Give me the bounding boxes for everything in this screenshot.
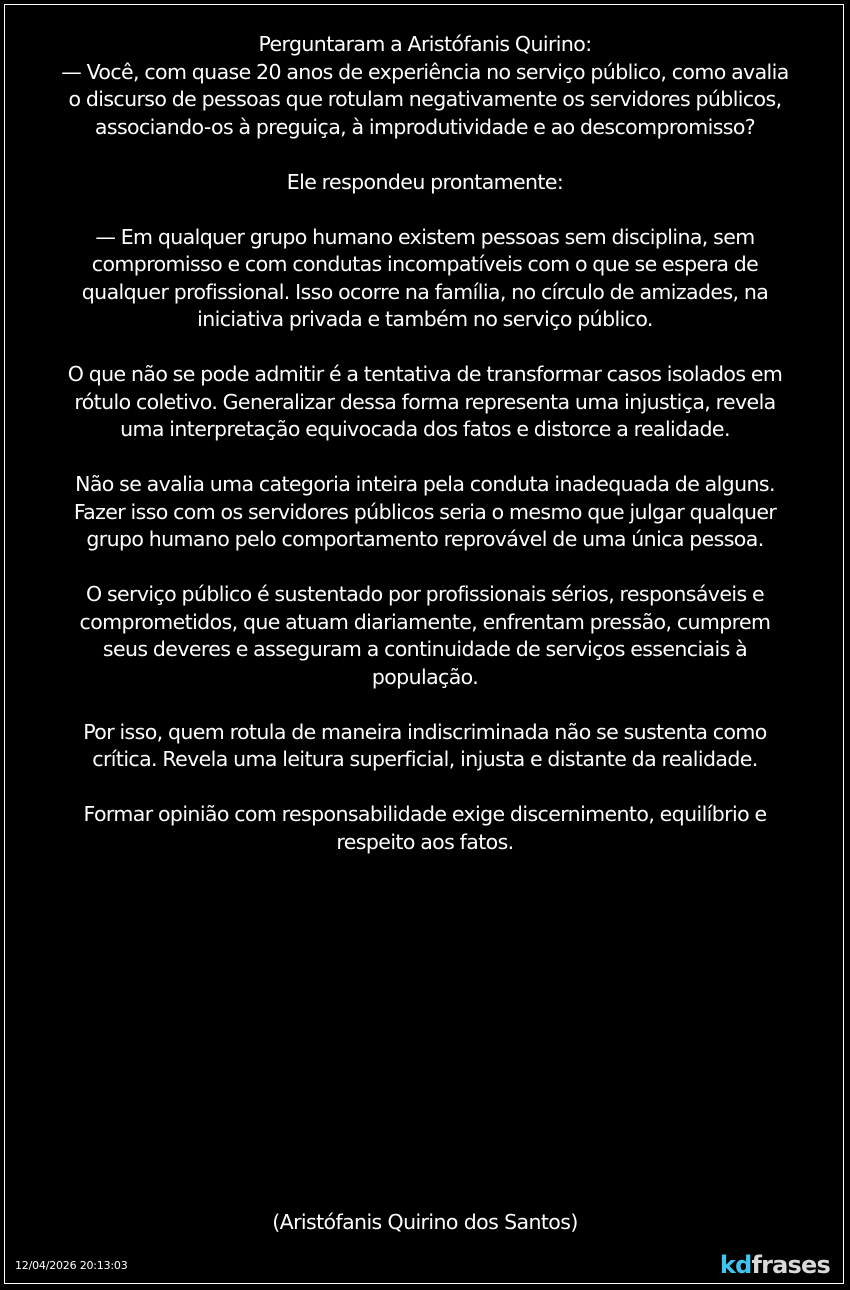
quote-paragraph: O que não se pode admitir é a tentativa de transformar casos isolados em rótulo coletivo. Generalizar dessa forma representa uma injustiça, revela uma interpretação equivocada dos fatos e distorce a realidade. bbox=[67, 362, 783, 441]
quote-paragraph: Ele respondeu prontamente: bbox=[286, 169, 564, 194]
timestamp: 12/04/2026 20:13:03 bbox=[15, 1259, 128, 1272]
quote-paragraph: — Em qualquer grupo humano existem pessoas sem disciplina, sem compromisso e com condutas incompatíveis com o que se espera de qualquer profissional. Isso ocorre na família, no círculo de amizades, na iniciativa privada e também no serviço público. bbox=[81, 224, 769, 331]
quote-paragraph-intro bbox=[58, 31, 792, 141]
quote-intro-line-1: Perguntaram a Aristófanis Quirino: bbox=[258, 32, 592, 56]
quote-text bbox=[58, 31, 792, 856]
logo-kd-text: kd bbox=[719, 1251, 752, 1279]
quote-author: (Aristófanis Quirino dos Santos) bbox=[272, 1210, 578, 1234]
quote-paragraph: Não se avalia uma categoria inteira pela conduta inadequada de alguns. Fazer isso com os servidores públicos seria o mesmo que julgar qualquer grupo humano pelo comportamento reprovável de uma única pessoa. bbox=[73, 472, 777, 551]
quote-intro-line-2: — Você, com quase 20 anos de experiência no serviço público, como avalia o discurso de pessoas que rotulam negativamente os servidores públicos, associando-os à preguiça, à improdutividade e ao descompromisso? bbox=[61, 59, 789, 139]
kdfrases-logo[interactable] bbox=[720, 1251, 830, 1279]
quote-paragraph: Por isso, quem rotula de maneira indiscriminada não se sustenta como crítica. Revela uma leitura superficial, injusta e distante da realidade. bbox=[83, 719, 767, 771]
quote-paragraph: Formar opinião com responsabilidade exige discernimento, equilíbrio e respeito aos fatos. bbox=[83, 802, 767, 854]
logo-frases-text: frases bbox=[751, 1251, 830, 1279]
quote-paragraph: O serviço público é sustentado por profissionais sérios, responsáveis e comprometidos, que atuam diariamente, enfrentam pressão, cumprem seus deveres e asseguram a continuidade de serviços essenciais à população. bbox=[79, 582, 771, 689]
